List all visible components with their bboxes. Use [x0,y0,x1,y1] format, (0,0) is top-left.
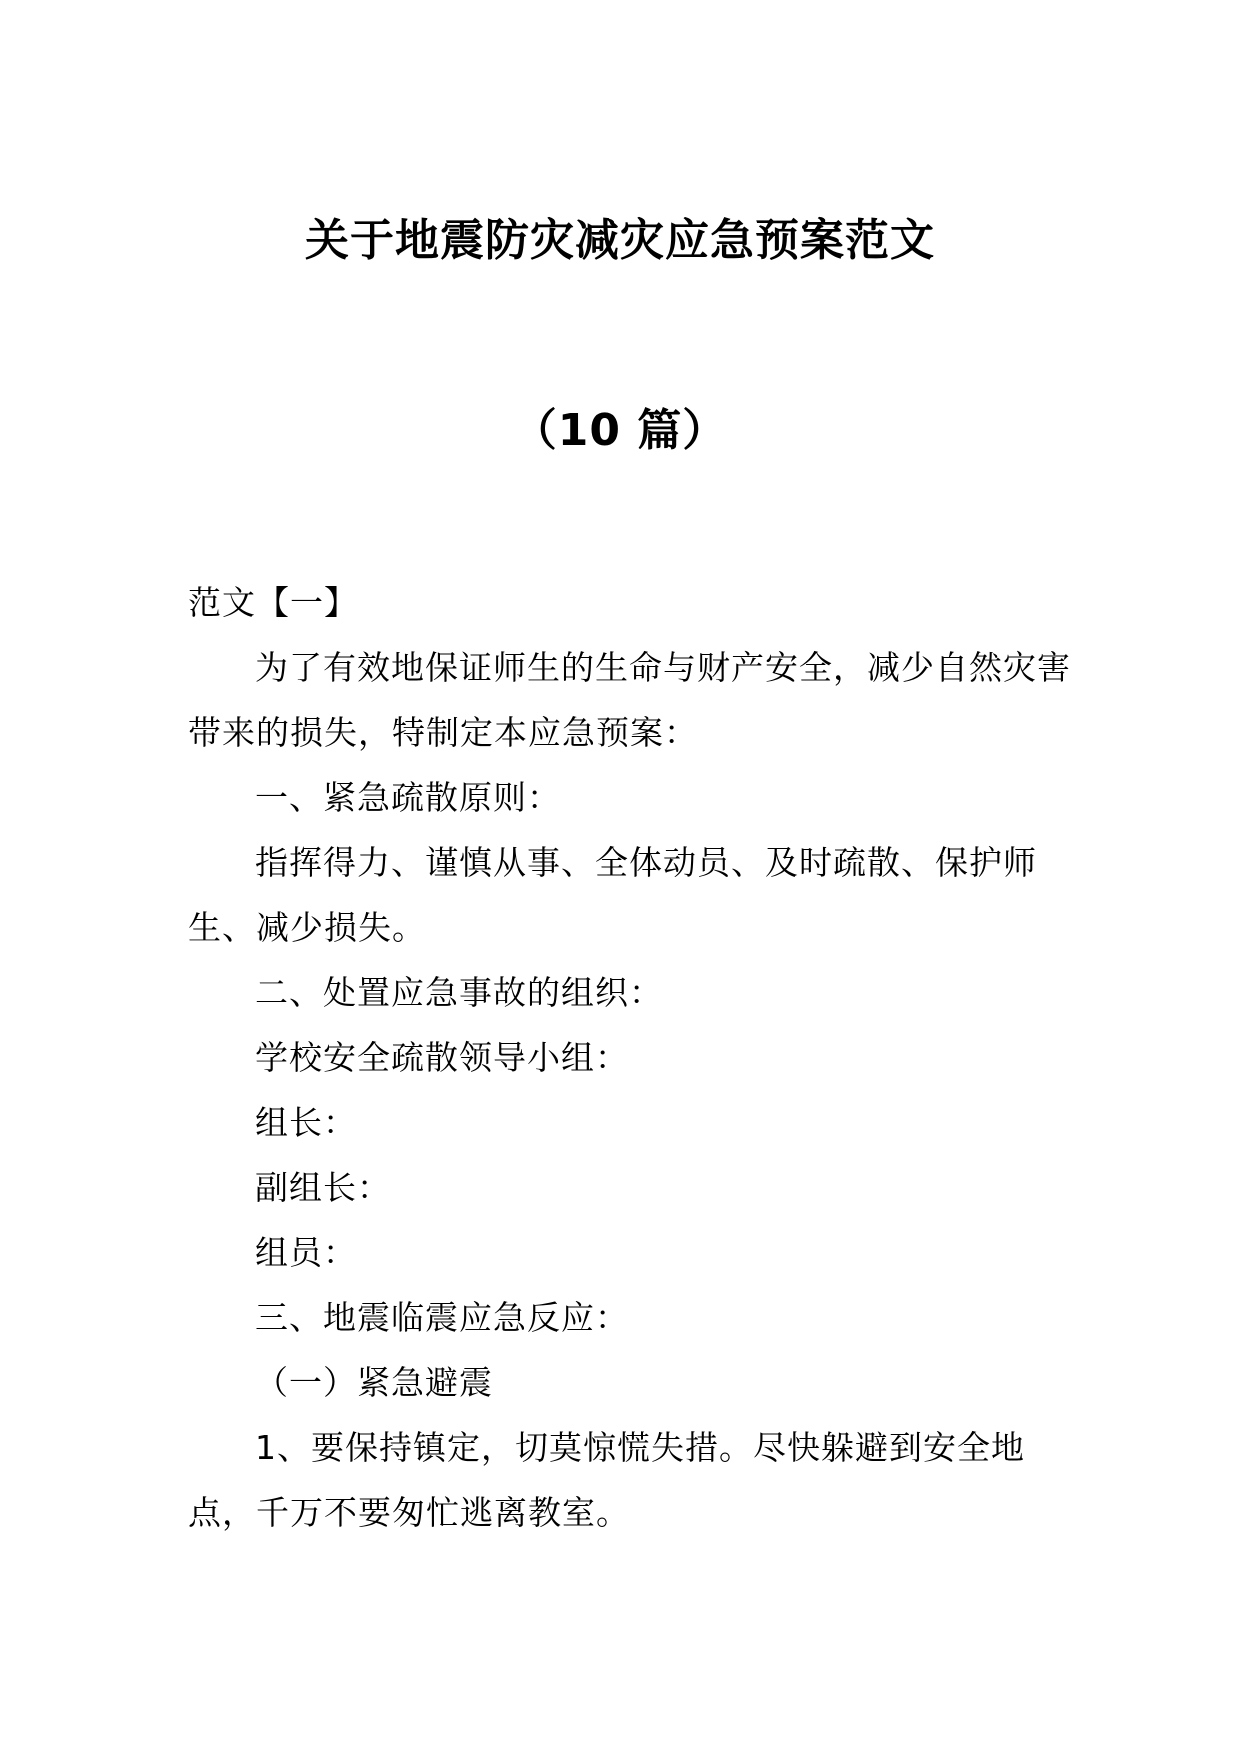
paragraph: 为了有效地保证师生的生命与财产安全，减少自然灾害带来的损失，特制定本应急预案： [188,648,1071,752]
document-title: 关于地震防灾减灾应急预案范文 [305,215,935,266]
section-heading: 范文【一】 [188,583,358,622]
paragraph: 学校安全疏散领导小组： [255,1038,629,1077]
paragraph: 一、紧急疏散原则： [255,778,561,817]
paragraph: 二、处置应急事故的组织： [255,973,663,1012]
paragraph: 副组长： [255,1168,391,1207]
paragraph: 指挥得力、谨慎从事、全体动员、及时疏散、保护师生、减少损失。 [188,843,1037,947]
document-body [188,570,1078,1545]
paragraph: （一）紧急避震 [255,1363,493,1402]
document-subtitle: （10 篇） [512,405,728,456]
paragraph: 1、要保持镇定，切莫惊慌失措。尽快躲避到安全地点，千万不要匆忙逃离教室。 [188,1428,1025,1532]
paragraph: 组长： [255,1103,357,1142]
paragraph: 三、地震临震应急反应： [255,1298,629,1337]
paragraph: 组员： [255,1233,357,1272]
